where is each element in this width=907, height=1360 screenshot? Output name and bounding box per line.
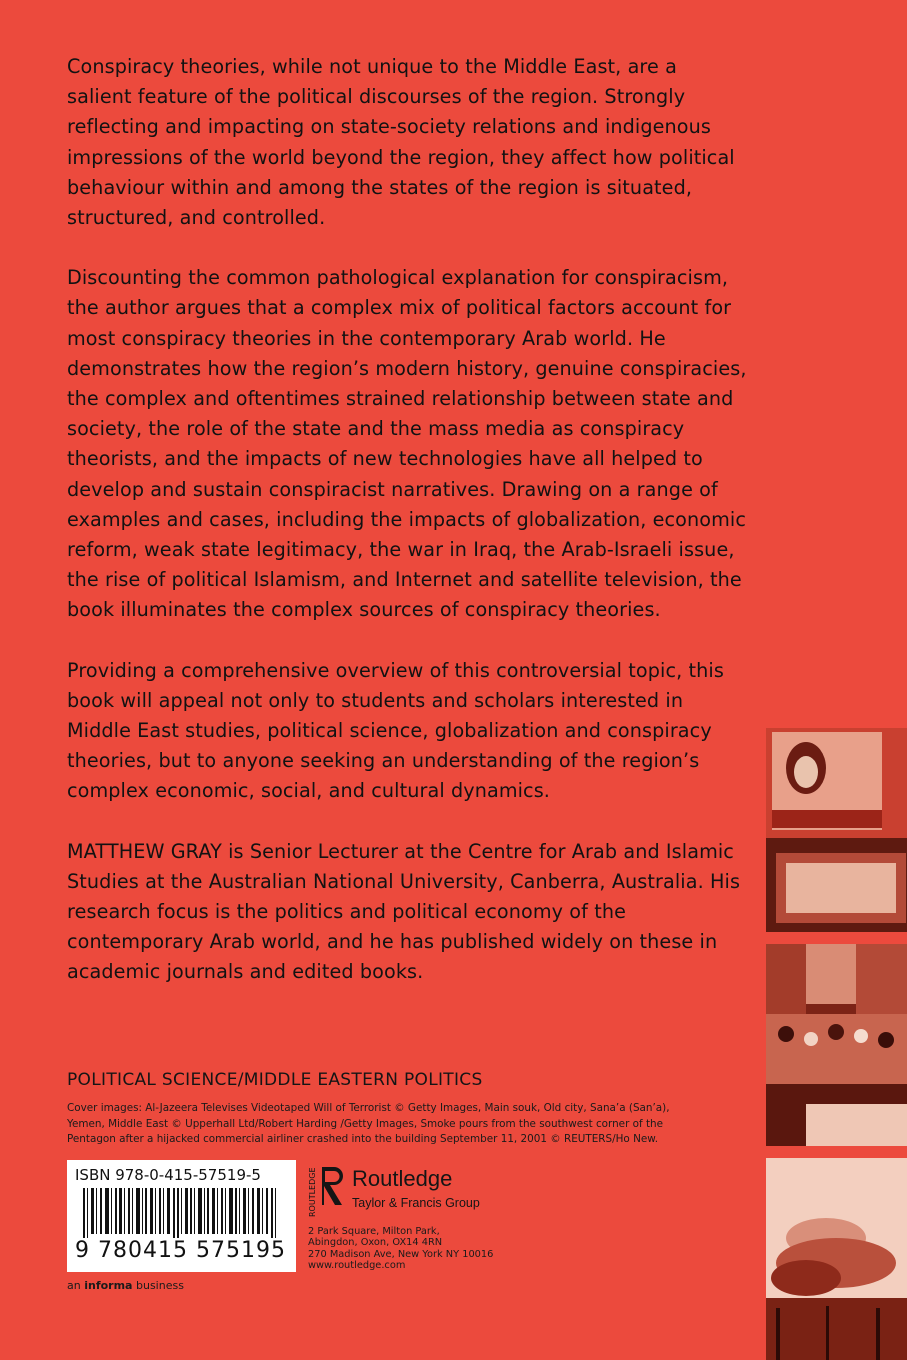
barcode-panel: [67, 1160, 296, 1272]
publisher-website: www.routledge.com: [308, 1259, 406, 1271]
back-cover-blurb: [67, 52, 747, 1018]
publisher-name: Routledge: [352, 1166, 453, 1191]
pentagon-smoke-photo: [766, 1158, 907, 1360]
informa-prefix: an: [67, 1279, 81, 1292]
publisher-group: Taylor & Francis Group: [352, 1196, 480, 1210]
address-line: 2 Park Square, Milton Park,: [308, 1226, 440, 1237]
address-line: Abingdon, Oxon, OX14 4RN: [308, 1237, 443, 1249]
barcode-bars: [77, 1188, 287, 1238]
informa-brand: informa: [84, 1279, 133, 1292]
souk-market-photo: [766, 944, 907, 1146]
informa-tagline: [67, 1279, 184, 1292]
address-line: 270 Madison Ave, New York NY 10016: [308, 1248, 494, 1260]
blurb-paragraph-2: Discounting the common pathological explanation for conspiracism, the author argues that a complex mix of political factors account for most conspiracy theories in the contemporary Arab world. He demonstrates how the region’s modern history, genuine conspiracies, the complex and oftentimes strained relationship between state and society, the role of the state and the mass media as conspiracy theorists, and the impacts of new technologies have all helped to develop and sustain conspiracist narratives. Drawing on a range of examples and cases, including the impacts of globalization, economic reform, weak state legitimacy, the war in Iraq, the Arab-Israeli issue, the rise of political Islamism, and Internet and satellite television, the book illuminates the complex sources of conspiracy theories.: [67, 266, 747, 622]
barcode-number: 9 780415 575195: [75, 1238, 286, 1263]
author-bio: MATTHEW GRAY is Senior Lecturer at the Centre for Arab and Islamic Studies at the Australian National University, Canberra, Australia. His research focus is the politics and political economy of the contemporary Arab world, and he has published widely on these in academic journals and edited books.: [67, 839, 741, 984]
publisher-address: [308, 1226, 493, 1271]
logo-vertical-text: ROUTLEDGE: [308, 1167, 317, 1217]
routledge-logo-icon: [306, 1163, 346, 1219]
blurb-paragraph-1: Conspiracy theories, while not unique to the Middle East, are a salient feature of the political discourses of the region. Strongly reflecting and impacting on state-society relations and indigenous impressions of the world beyond the region, they affect how political behaviour within and among the states of the region is situated, structured, and controlled.: [67, 55, 735, 230]
cover-image-credits: Cover images: Al-Jazeera Televises Videotaped Will of Terrorist © Getty Images, Main souk, Old city, Sana’a (San’a), Yemen, Middle East © Upperhall Ltd/Robert Harding /Getty Images, Smoke pours from the southwest corner of the Pentagon after a hijacked commercial airliner crashed into the building September 11, 2001 © REUTERS/Ho New.: [67, 1102, 670, 1145]
isbn-label: ISBN 978-0-415-57519-5: [75, 1166, 261, 1184]
subject-category: POLITICAL SCIENCE/MIDDLE EASTERN POLITICS: [67, 1070, 483, 1090]
blurb-paragraph-3: Providing a comprehensive overview of this controversial topic, this book will appeal not only to students and scholars interested in Middle East studies, political science, globalization and conspiracy theories, but to anyone seeking an understanding of the region’s complex economic, social, and cultural dynamics.: [67, 658, 724, 803]
tv-broadcast-photo: [766, 728, 907, 932]
informa-suffix: business: [135, 1279, 184, 1292]
